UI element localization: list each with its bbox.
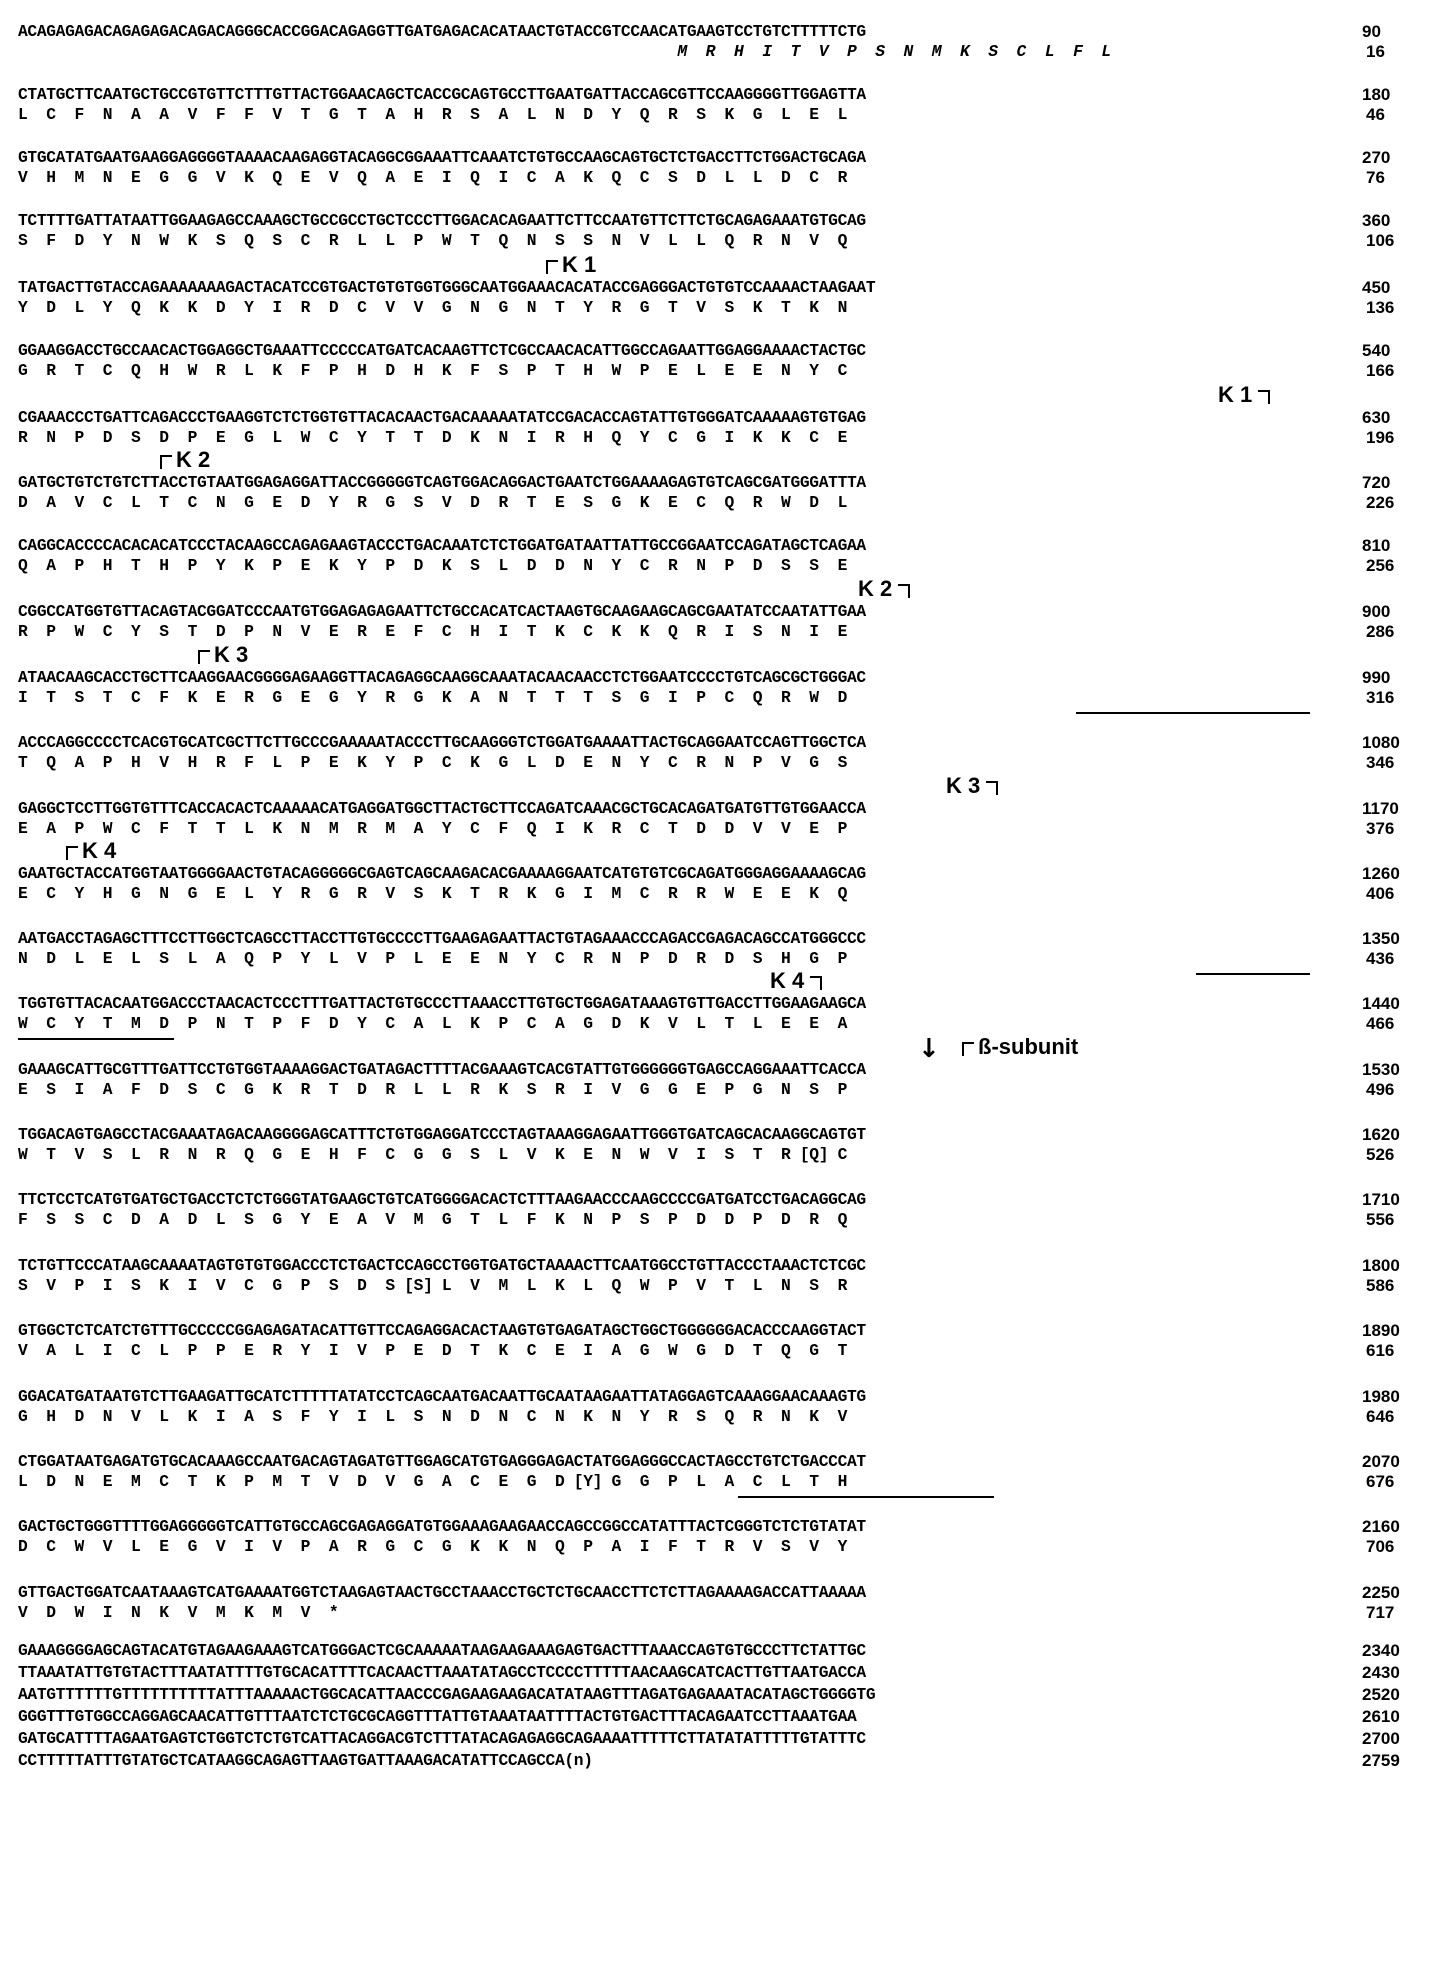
residue-position: 286 bbox=[1366, 622, 1395, 641]
amino-acid-line: D A V C L T C N G E D Y R G S V D R T E S G K E C Q R W D L bbox=[18, 493, 847, 512]
nucleotide-position: 2700 bbox=[1362, 1729, 1400, 1748]
residue-position: 316 bbox=[1366, 688, 1395, 707]
amino-acid-line: L D N E M C T K P M T V D V G A C E G D [Y] G G P L A C L T H bbox=[18, 1472, 847, 1491]
residue-position: 136 bbox=[1366, 298, 1395, 317]
residue-position: 16 bbox=[1366, 42, 1385, 61]
nucleotide-line: ACAGAGAGACAGAGAGACAGACAGGGCACCGGACAGAGGTTGATGAGACACATAACTGTACCGTCCAACATGAAGTCCTGTCTTTTTCTG bbox=[18, 22, 866, 41]
nucleotide-line: CGAAACCCTGATTCAGACCCTGAAGGTCTCTGGTGTTACACAACTGACAAAAATATCCGACACCAGTATTGTGGGATCAAAAAGTGTGAG bbox=[18, 408, 866, 427]
nucleotide-position: 900 bbox=[1362, 602, 1391, 621]
nucleotide-line: TCTGTTCCCATAAGCAAAATAGTGTGTGGACCCTCTGACTCCAGCCTGGTGATGCTAAAACTTCAATGGCCTGTTACCCTAAACTCTCGC bbox=[18, 1256, 866, 1275]
cleavage-site-arrow: ↓ bbox=[918, 1034, 940, 1064]
residue-position: 106 bbox=[1366, 231, 1395, 250]
amino-acid-line: W C Y T M D P N T P F D Y C A L K P C A G D K V L T L E E A bbox=[18, 1014, 847, 1033]
amino-acid-line: S F D Y N W K S Q S C R L L P W T Q N S S N V L L Q R N V Q bbox=[18, 231, 847, 250]
nucleotide-line: CTATGCTTCAATGCTGCCGTGTTCTTTGTTACTGGAACAGCTCACCGCAGTGCCTTGAATGATTACCAGCGTTCCAAGGGGTTGGAGTTA bbox=[18, 85, 866, 104]
residue-position: 376 bbox=[1366, 819, 1395, 838]
residue-position: 526 bbox=[1366, 1145, 1395, 1164]
nucleotide-line: GGACATGATAATGTCTTGAAGATTGCATCTTTTTATATCCTCAGCAATGACAATTGCAATAAGAATTATAGGAGTCAAAGGAACAAAGTG bbox=[18, 1387, 866, 1406]
amino-acid-line: G H D N V L K I A S F Y I L S N D N C N K N Y R S Q R N K V bbox=[18, 1407, 847, 1426]
nucleotide-line: TATGACTTGTACCAGAAAAAAAGACTACATCCGTGACTGTGTGGTGGGCAATGGAAACACATACCGAGGGACTGTGTCCAAAACTAAGAAT bbox=[18, 278, 876, 297]
nucleotide-line: GATGCTGTCTGTCTTACCTGTAATGGAGAGGATTACCGGGGGTCAGTGGACAGGACTGAATCTGGAAAAGAGTGTCAGCGATGGGATTTA bbox=[18, 473, 866, 492]
motif-underline bbox=[1076, 712, 1310, 714]
kringle-1-end-marker: K 1 bbox=[1218, 382, 1253, 407]
nucleotide-line: TGGTGTTACACAATGGACCCTAACACTCCCTTTGATTACTGTGCCCTTAAACCTTGTGCTGGAGATAAAGTGTTGACCTTGGAAGAAGCA bbox=[18, 994, 866, 1013]
nucleotide-position: 90 bbox=[1362, 22, 1381, 41]
amino-acid-line: M R H I T V P S N M K S C L F L bbox=[18, 42, 1111, 61]
residue-position: 406 bbox=[1366, 884, 1395, 903]
nucleotide-position: 1350 bbox=[1362, 929, 1400, 948]
residue-position: 346 bbox=[1366, 753, 1395, 772]
nucleotide-position: 2340 bbox=[1362, 1641, 1400, 1660]
kringle-3-start-marker: K 3 bbox=[214, 642, 249, 667]
nucleotide-line: GATGCATTTTAGAATGAGTCTGGTCTCTGTCATTACAGGACGTCTTTATACAGAGAGGCAGAAAATTTTTCTTATATATTTTTGTATTTC bbox=[18, 1729, 866, 1748]
nucleotide-line: GTGGCTCTCATCTGTTTGCCCCCGGAGAGATACATTGTTCCAGAGGACACTAAGTGTGAGATAGCTGGCTGGGGGGACACCCAAGGTACT bbox=[18, 1321, 866, 1340]
residue-position: 717 bbox=[1366, 1603, 1395, 1622]
nucleotide-position: 450 bbox=[1362, 278, 1391, 297]
nucleotide-position: 1080 bbox=[1362, 733, 1400, 752]
amino-acid-line: V H M N E G G V K Q E V Q A E I Q I C A K Q C S D L L D C R bbox=[18, 168, 847, 187]
residue-position: 76 bbox=[1366, 168, 1385, 187]
nucleotide-position: 1710 bbox=[1362, 1190, 1400, 1209]
amino-acid-line: Q A P H T H P Y K P E K Y P D K S L D D N Y C R N P D S S E bbox=[18, 556, 847, 575]
residue-position: 676 bbox=[1366, 1472, 1395, 1491]
nucleotide-line: GAAAGGGGAGCAGTACATGTAGAAGAAAGTCATGGGACTCGCAAAAATAAGAAGAAAGAGTGACTTTAAACCAGTGTGCCCTTCTATTGC bbox=[18, 1641, 866, 1660]
nucleotide-position: 180 bbox=[1362, 85, 1391, 104]
nucleotide-position: 720 bbox=[1362, 473, 1391, 492]
kringle-4-end-marker: K 4 bbox=[770, 968, 805, 993]
amino-acid-line: N D L E L S L A Q P Y L V P L E E N Y C R N P D R D S H G P bbox=[18, 949, 847, 968]
nucleotide-line: GAGGCTCCTTGGTGTTTCACCACACTCAAAAACATGAGGATGGCTTACTGCTTCCAGATCAAACGCTGCACAGATGATGTTGTGGAACCA bbox=[18, 799, 866, 818]
amino-acid-line: E S I A F D S C G K R T D R L L R K S R I V G G E P G N S P bbox=[18, 1080, 847, 1099]
nucleotide-line: TTAAATATTGTGTACTTTAATATTTTGTGCACATTTTCACAACTTAAATATAGCCTCCCCTTTTTAACAAGCATCACTTGTTAATGACCA bbox=[18, 1663, 866, 1682]
nucleotide-position: 1170 bbox=[1362, 799, 1399, 818]
residue-position: 196 bbox=[1366, 428, 1395, 447]
residue-position: 46 bbox=[1366, 105, 1385, 124]
amino-acid-line: I T S T C F K E R G E G Y R G K A N T T T S G I P C Q R W D bbox=[18, 688, 847, 707]
nucleotide-line: TGGACAGTGAGCCTACGAAATAGACAAGGGGAGCATTTCTGTGGAGGATCCCTAGTAAAGGAGAATTGGGTGATCAGCACAAGGCAGTGT bbox=[18, 1125, 866, 1144]
motif-underline bbox=[1196, 973, 1310, 975]
nucleotide-position: 1620 bbox=[1362, 1125, 1400, 1144]
kringle-3-end-marker: K 3 bbox=[946, 773, 981, 798]
nucleotide-line: GTTGACTGGATCAATAAAGTCATGAAAATGGTCTAAGAGTAACTGCCTAAACCTGCTCTGCAACCTTCTCTTAGAAAAGACCATTAAAAA bbox=[18, 1583, 866, 1602]
residue-position: 586 bbox=[1366, 1276, 1395, 1295]
nucleotide-position: 630 bbox=[1362, 408, 1391, 427]
nucleotide-position: 990 bbox=[1362, 668, 1391, 687]
nucleotide-position: 1530 bbox=[1362, 1060, 1400, 1079]
nucleotide-line: GAATGCTACCATGGTAATGGGGAACTGTACAGGGGGCGAGTCAGCAAGACACGAAAAGGAATCATGTGTCGCAGATGGGAGGAAAAGCAG bbox=[18, 864, 866, 883]
nucleotide-position: 2430 bbox=[1362, 1663, 1400, 1682]
nucleotide-line: CCTTTTTATTTGTATGCTCATAAGGCAGAGTTAAGTGATTAAAGACATATTCCAGCCA(n) bbox=[18, 1751, 593, 1770]
nucleotide-position: 2070 bbox=[1362, 1452, 1400, 1471]
residue-position: 646 bbox=[1366, 1407, 1395, 1426]
nucleotide-position: 270 bbox=[1362, 148, 1391, 167]
amino-acid-line: E C Y H G N G E L Y R G R V S K T R K G I M C R R W E E K Q bbox=[18, 884, 847, 903]
amino-acid-line: R N P D S D P E G L W C Y T T D K N I R H Q Y C G I K K C E bbox=[18, 428, 847, 447]
nucleotide-line: ACCCAGGCCCCTCACGTGCATCGCTTCTTGCCCGAAAAATACCCTTGCAAGGGTCTGGATGAAAATTACTGCAGGAATCCAGTTGGCTCA bbox=[18, 733, 866, 752]
nucleotide-line: TTCTCCTCATGTGATGCTGACCTCTCTGGGTATGAAGCTGTCATGGGGACACTCTTTAAGAACCCAAGCCCCGATGATCCTGACAGGCAG bbox=[18, 1190, 866, 1209]
nucleotide-position: 2250 bbox=[1362, 1583, 1400, 1602]
nucleotide-line: CTGGATAATGAGATGTGCACAAAGCCAATGACAGTAGATGTTGGAGCATGTGAGGGAGACTATGGAGGGCCACTAGCCTGTCTGACCCAT bbox=[18, 1452, 866, 1471]
nucleotide-position: 1440 bbox=[1362, 994, 1400, 1013]
motif-underline bbox=[738, 1496, 994, 1498]
nucleotide-line: ATAACAAGCACCTGCTTCAAGGAACGGGGAGAAGGTTACAGAGGCAAGGCAAATACAACAACCTCTGGAATCCCCTGTCAGCGCTGGGAC bbox=[18, 668, 866, 687]
residue-position: 616 bbox=[1366, 1341, 1395, 1360]
nucleotide-line: AATGTTTTTTGTTTTTTTTTTATTTAAAAACTGGCACATTAACCCGAGAAGAAGACATATAAGTTTAGATGAGAAATACATAGCTGGGGTG bbox=[18, 1685, 876, 1704]
residue-position: 436 bbox=[1366, 949, 1395, 968]
amino-acid-line: W T V S L R N R Q G E H F C G G S L V K E N W V I S T R [Q] C bbox=[18, 1145, 847, 1164]
residue-position: 256 bbox=[1366, 556, 1395, 575]
motif-underline bbox=[18, 1038, 174, 1040]
amino-acid-line: L C F N A A V F F V T G T A H R S A L N D Y Q R S K G L E L bbox=[18, 105, 847, 124]
residue-position: 706 bbox=[1366, 1537, 1395, 1556]
nucleotide-position: 1800 bbox=[1362, 1256, 1400, 1275]
nucleotide-position: 540 bbox=[1362, 341, 1391, 360]
nucleotide-position: 810 bbox=[1362, 536, 1391, 555]
nucleotide-position: 2520 bbox=[1362, 1685, 1400, 1704]
nucleotide-line: GACTGCTGGGTTTTGGAGGGGGTCATTGTGCCAGCGAGAGGATGTGGAAAGAAGAACCAGCCGGCCATATTTACTCGGGTCTCTGTATAT bbox=[18, 1517, 866, 1536]
nucleotide-line: AATGACCTAGAGCTTTCCTTGGCTCAGCCTTACCTTGTGCCCCTTGAAGAGAATTACTGTAGAAACCCAGACCGAGACAGCCATGGGCCC bbox=[18, 929, 866, 948]
nucleotide-position: 1890 bbox=[1362, 1321, 1400, 1340]
nucleotide-position: 1980 bbox=[1362, 1387, 1400, 1406]
amino-acid-line: E A P W C F T T L K N M R M A Y C F Q I K R C T D D V V E P bbox=[18, 819, 847, 838]
amino-acid-line: D C W V L E G V I V P A R G C G K K N Q P A I F T R V S V Y bbox=[18, 1537, 847, 1556]
nucleotide-line: TCTTTTGATTATAATTGGAAGAGCCAAAGCTGCCGCCTGCTCCCTTGGACACAGAATTCTTCCAATGTTCTTCTGCAGAGAAATGTGCAG bbox=[18, 211, 866, 230]
residue-position: 466 bbox=[1366, 1014, 1395, 1033]
nucleotide-line: GTGCATATGAATGAAGGAGGGGTAAAACAAGAGGTACAGGCGGAAATTCAAATCTGTGCCAAGCAGTGCTCTGACCTTCTGGACTGCAGA bbox=[18, 148, 866, 167]
residue-position: 556 bbox=[1366, 1210, 1395, 1229]
amino-acid-line: R P W C Y S T D P N V E R E F C H I T K C K K Q R I S N I E bbox=[18, 622, 847, 641]
nucleotide-position: 2759 bbox=[1362, 1751, 1400, 1770]
amino-acid-line: V A L I C L P P E R Y I V P E D T K C E I A G W G D T Q G T bbox=[18, 1341, 847, 1360]
residue-position: 496 bbox=[1366, 1080, 1395, 1099]
residue-position: 226 bbox=[1366, 493, 1395, 512]
nucleotide-position: 2160 bbox=[1362, 1517, 1400, 1536]
amino-acid-line: G R T C Q H W R L K F P H D H K F S P T H W P E L E E N Y C bbox=[18, 361, 847, 380]
nucleotide-line: CAGGCACCCCACACACATCCCTACAAGCCAGAGAAGTACCCTGACAAATCTCTGGATGATAATTATTGCCGGAATCCAGATAGCTCAGAA bbox=[18, 536, 866, 555]
beta-subunit-marker: ß-subunit bbox=[978, 1034, 1079, 1059]
nucleotide-line: CGGCCATGGTGTTACAGTACGGATCCCAATGTGGAGAGAGAATTCTGCCACATCACTAAGTGCAAGAAGCAGCGAATATCCAATATTGAA bbox=[18, 602, 866, 621]
amino-acid-line: V D W I N K V M K M V * bbox=[18, 1603, 339, 1622]
amino-acid-line: Y D L Y Q K K D Y I R D C V V G N G N T Y R G T V S K T K N bbox=[18, 298, 847, 317]
nucleotide-line: GAAAGCATTGCGTTTGATTCCTGTGGTAAAAGGACTGATAGACTTTTACGAAAGTCACGTATTGTGGGGGGTGAGCCAGGAAATTCACCA bbox=[18, 1060, 866, 1079]
nucleotide-line: GGGTTTGTGGCCAGGAGCAACATTGTTTAATCTCTGCGCAGGTTTATTGTAAATAATTTTACTGTGACTTTACAGAATCCTTAAATGAA bbox=[18, 1707, 857, 1726]
nucleotide-position: 360 bbox=[1362, 211, 1391, 230]
residue-position: 166 bbox=[1366, 361, 1395, 380]
nucleotide-position: 2610 bbox=[1362, 1707, 1400, 1726]
nucleotide-position: 1260 bbox=[1362, 864, 1400, 883]
kringle-2-start-marker: K 2 bbox=[176, 447, 211, 472]
amino-acid-line: T Q A P H V H R F L P E K Y P C K G L D E N Y C R N P V G S bbox=[18, 753, 847, 772]
kringle-4-start-marker: K 4 bbox=[82, 838, 117, 863]
nucleotide-line: GGAAGGACCTGCCAACACTGGAGGCTGAAATTCCCCCATGATCACAAGTTCTCGCCAACACATTGGCCAGAATTGGAGGAAAACTACTGC bbox=[18, 341, 866, 360]
amino-acid-line: F S S C D A D L S G Y E A V M G T L F K N P S P D D P D R Q bbox=[18, 1210, 847, 1229]
kringle-1-start-marker: K 1 bbox=[562, 252, 597, 277]
kringle-2-end-marker: K 2 bbox=[858, 576, 893, 601]
amino-acid-line: S V P I S K I V C G P S D S [S] L V M L K L Q W P V T L N S R bbox=[18, 1276, 847, 1295]
